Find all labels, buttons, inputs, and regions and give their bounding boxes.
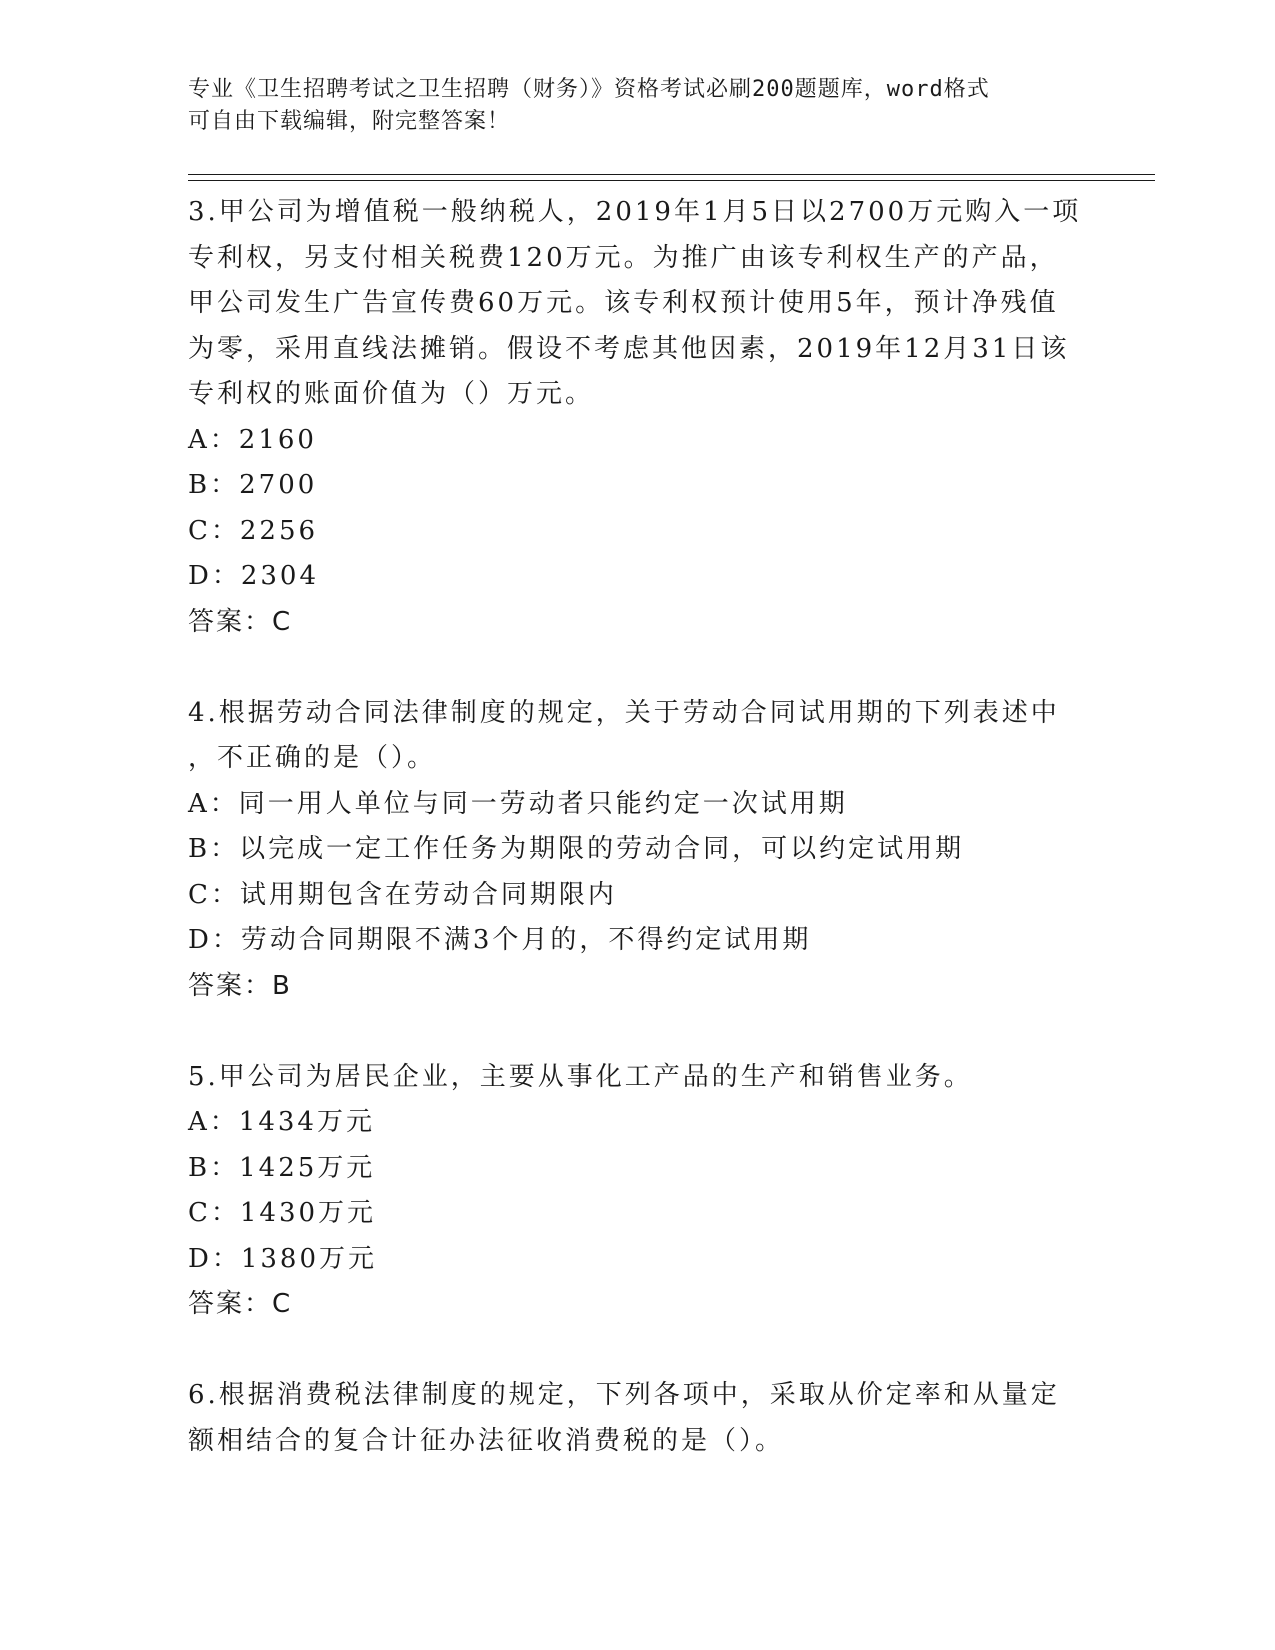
question-3 <box>188 190 1088 645</box>
question-text-line: 甲公司发生广告宣传费60万元。该专利权预计使用5年，预计净残值 <box>188 288 1059 318</box>
answer-label: 答案：B <box>188 970 292 1001</box>
option-d: D：劳动合同期限不满3个月的，不得约定试用期 <box>188 925 812 955</box>
question-text-line: 3.甲公司为增值税一般纳税人，2019年1月5日以2700万元购入一项 <box>188 197 1082 227</box>
question-text-line: 6.根据消费税法律制度的规定，下列各项中，采取从价定率和从量定 <box>188 1380 1060 1410</box>
question-text-line: ，不正确的是（）。 <box>188 743 437 773</box>
question-list <box>188 190 1088 1464</box>
option-b: B：2700 <box>188 470 318 500</box>
question-text-line: 额相结合的复合计征办法征收消费税的是（）。 <box>188 1425 785 1456</box>
question-4 <box>188 691 1088 1010</box>
header-divider-bottom <box>188 180 1155 181</box>
question-spacer <box>188 1009 1088 1055</box>
header-divider-top <box>188 174 1155 175</box>
answer-label: 答案：C <box>188 606 293 637</box>
option-b: B：以完成一定工作任务为期限的劳动合同，可以约定试用期 <box>188 834 965 864</box>
question-spacer <box>188 1328 1088 1374</box>
question-text-line: 4.根据劳动合同法律制度的规定，关于劳动合同试用期的下列表述中 <box>188 697 1060 728</box>
question-text-line: 专利权的账面价值为（）万元。 <box>188 379 595 409</box>
option-a: A：2160 <box>188 424 317 455</box>
option-d: D：2304 <box>188 561 320 591</box>
option-c: C：1430万元 <box>188 1198 377 1228</box>
answer-label: 答案：C <box>188 1289 293 1319</box>
header-title-line-2: 可自由下载编辑，附完整答案！ <box>188 109 511 134</box>
option-a: A：1434万元 <box>188 1107 375 1137</box>
header-title-line-1: 专业《卫生招聘考试之卫生招聘（财务）》资格考试必刷200题题库，word格式 <box>188 77 990 102</box>
option-d: D：1380万元 <box>188 1243 378 1274</box>
question-5 <box>188 1055 1088 1328</box>
question-6 <box>188 1373 1088 1464</box>
question-text-line: 专利权，另支付相关税费120万元。为推广由该专利权生产的产品， <box>188 242 1059 273</box>
question-text-line: 5.甲公司为居民企业，主要从事化工产品的生产和销售业务。 <box>188 1061 973 1092</box>
option-a: A：同一用人单位与同一劳动者只能约定一次试用期 <box>188 788 848 819</box>
option-b: B：1425万元 <box>188 1152 376 1183</box>
document-header <box>188 74 1088 138</box>
question-spacer <box>188 645 1088 691</box>
option-c: C：试用期包含在劳动合同期限内 <box>188 879 617 910</box>
question-text-line: 为零，采用直线法摊销。假设不考虑其他因素，2019年12月31日该 <box>188 333 1070 364</box>
option-c: C：2256 <box>188 515 319 546</box>
